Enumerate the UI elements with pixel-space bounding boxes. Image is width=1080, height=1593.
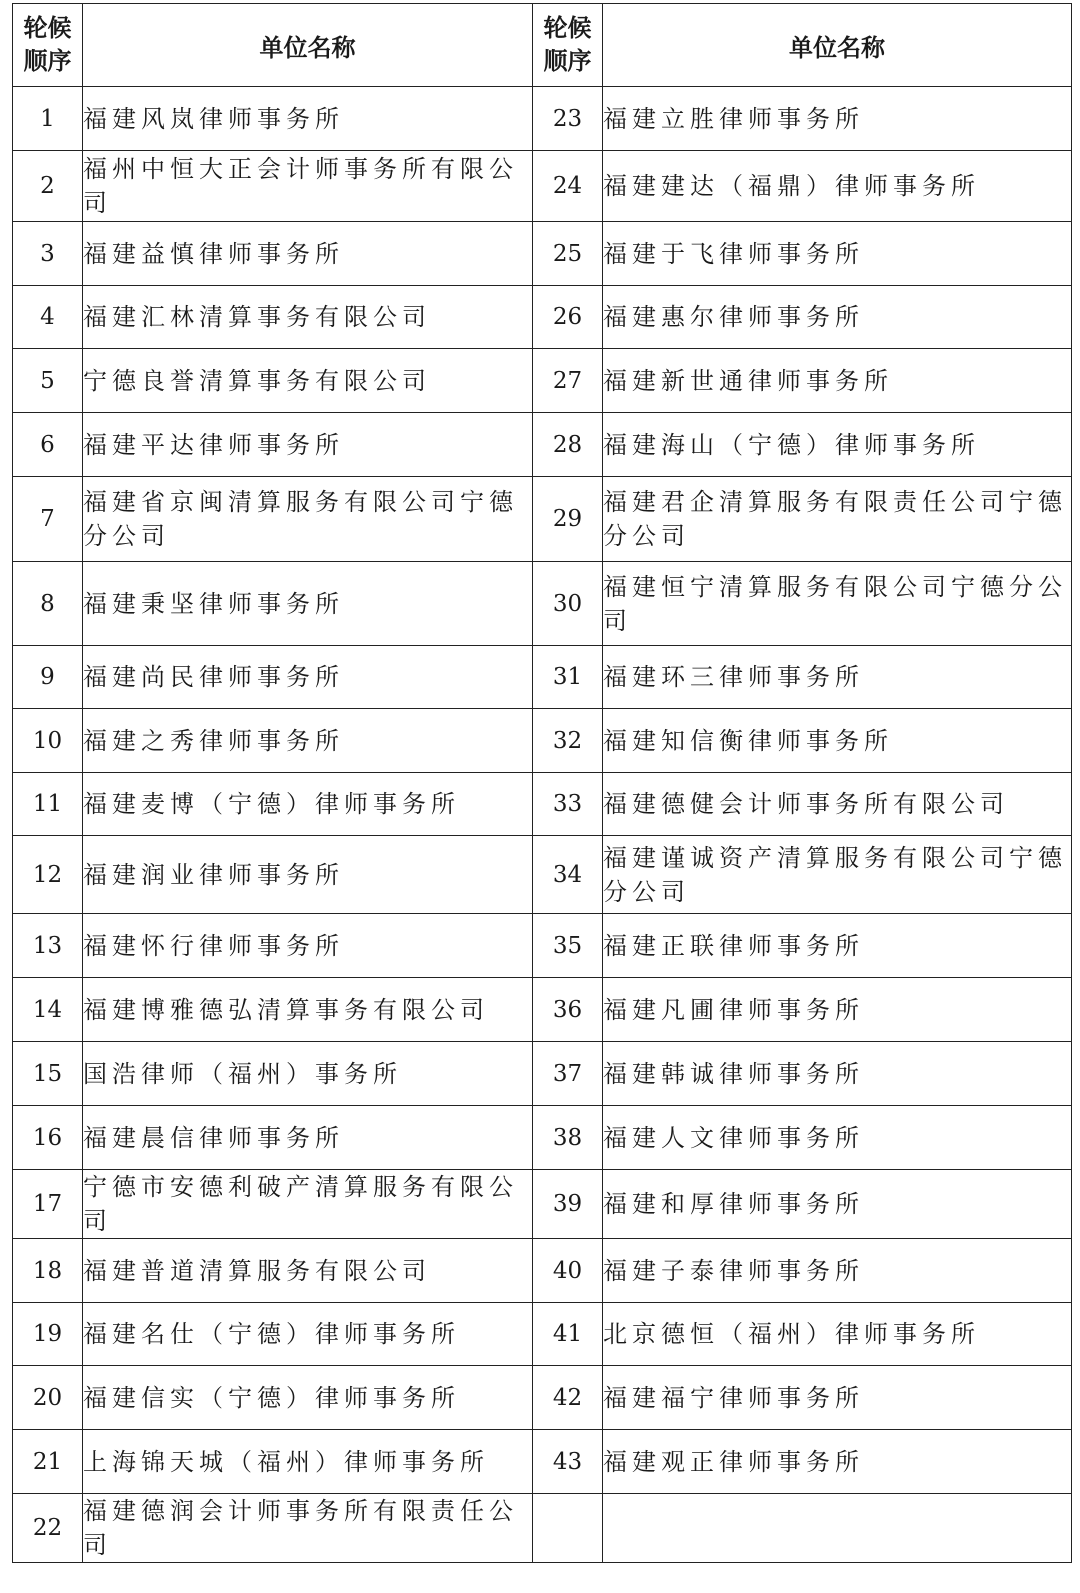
unit-name-right: 福建子泰律师事务所 [603,1239,1072,1303]
unit-name-left: 福建平达律师事务所 [83,413,533,477]
unit-name-left: 宁德良誉清算事务有限公司 [83,349,533,413]
seq-number-right: 31 [533,646,603,709]
seq-number-left: 19 [13,1303,83,1366]
unit-name-right: 福建立胜律师事务所 [603,87,1072,151]
name-header-left: 单位名称 [83,4,533,87]
seq-number-left: 3 [13,222,83,286]
unit-name-right: 福建谨诚资产清算服务有限公司宁德分公司 [603,836,1072,914]
seq-number-left: 14 [13,978,83,1042]
unit-name-left: 福建润业律师事务所 [83,836,533,914]
unit-name-left: 国浩律师（福州）事务所 [83,1042,533,1106]
unit-name-right: 福建建达（福鼎）律师事务所 [603,151,1072,222]
table-row [13,151,1072,222]
seq-number-right: 37 [533,1042,603,1106]
seq-number-right: 35 [533,914,603,978]
seq-number-left: 5 [13,349,83,413]
seq-header-left: 轮候 顺序 [13,4,83,87]
table-row [13,1430,1072,1494]
table-row [13,773,1072,836]
unit-name-left: 福建德润会计师事务所有限责任公司 [83,1494,533,1563]
seq-number-left: 9 [13,646,83,709]
seq-number-left: 11 [13,773,83,836]
seq-number-left: 20 [13,1366,83,1430]
unit-name-left: 福建省京闽清算服务有限公司宁德分公司 [83,477,533,562]
unit-name-left: 福建益慎律师事务所 [83,222,533,286]
seq-number-left: 15 [13,1042,83,1106]
table-body [13,87,1072,1563]
unit-name-left: 福建普道清算服务有限公司 [83,1239,533,1303]
table-row [13,1239,1072,1303]
unit-name-right: 福建于飞律师事务所 [603,222,1072,286]
table-row [13,709,1072,773]
seq-number-right: 29 [533,477,603,562]
unit-name-left: 福建麦博（宁德）律师事务所 [83,773,533,836]
table-row [13,914,1072,978]
table-row [13,1494,1072,1563]
seq-number-right: 25 [533,222,603,286]
table-row [13,1303,1072,1366]
seq-number-left: 12 [13,836,83,914]
unit-name-left: 上海锦天城（福州）律师事务所 [83,1430,533,1494]
seq-number-left: 8 [13,562,83,646]
seq-number-right: 24 [533,151,603,222]
table-row [13,562,1072,646]
seq-number-left: 21 [13,1430,83,1494]
seq-number-left: 22 [13,1494,83,1563]
table-header-row [13,4,1072,87]
table-row [13,222,1072,286]
table-row [13,477,1072,562]
seq-number-right: 33 [533,773,603,836]
unit-name-left: 福建之秀律师事务所 [83,709,533,773]
unit-name-left: 福建信实（宁德）律师事务所 [83,1366,533,1430]
seq-number-right: 38 [533,1106,603,1170]
unit-name-right: 福建惠尔律师事务所 [603,286,1072,349]
seq-number-left: 6 [13,413,83,477]
unit-name-right: 福建人文律师事务所 [603,1106,1072,1170]
seq-number-right [533,1494,603,1563]
unit-name-right: 福建德健会计师事务所有限公司 [603,773,1072,836]
unit-name-right [603,1494,1072,1563]
table-row [13,836,1072,914]
unit-name-left: 福建怀行律师事务所 [83,914,533,978]
rotation-order-table [12,3,1072,1563]
seq-number-right: 30 [533,562,603,646]
name-header-right: 单位名称 [603,4,1072,87]
table-row [13,646,1072,709]
unit-name-left: 福建风岚律师事务所 [83,87,533,151]
seq-number-right: 26 [533,286,603,349]
unit-name-left: 宁德市安德利破产清算服务有限公司 [83,1170,533,1239]
seq-number-right: 34 [533,836,603,914]
unit-name-right: 福建观正律师事务所 [603,1430,1072,1494]
unit-name-right: 福建海山（宁德）律师事务所 [603,413,1072,477]
unit-name-right: 福建韩诚律师事务所 [603,1042,1072,1106]
seq-number-right: 39 [533,1170,603,1239]
unit-name-right: 福建知信衡律师事务所 [603,709,1072,773]
seq-number-left: 7 [13,477,83,562]
unit-name-right: 福建环三律师事务所 [603,646,1072,709]
seq-number-right: 32 [533,709,603,773]
table-row [13,87,1072,151]
table-row [13,1366,1072,1430]
table-row [13,1042,1072,1106]
seq-number-right: 36 [533,978,603,1042]
seq-number-left: 2 [13,151,83,222]
table-row [13,286,1072,349]
unit-name-left: 福建汇林清算事务有限公司 [83,286,533,349]
seq-number-left: 16 [13,1106,83,1170]
table-row [13,978,1072,1042]
unit-name-left: 福建尚民律师事务所 [83,646,533,709]
unit-name-left: 福州中恒大正会计师事务所有限公司 [83,151,533,222]
unit-name-left: 福建博雅德弘清算事务有限公司 [83,978,533,1042]
unit-name-left: 福建秉坚律师事务所 [83,562,533,646]
unit-name-right: 福建新世通律师事务所 [603,349,1072,413]
unit-name-right: 福建凡圃律师事务所 [603,978,1072,1042]
seq-number-left: 17 [13,1170,83,1239]
seq-header-right: 轮候 顺序 [533,4,603,87]
seq-number-right: 27 [533,349,603,413]
seq-number-left: 13 [13,914,83,978]
unit-name-right: 福建君企清算服务有限责任公司宁德分公司 [603,477,1072,562]
unit-name-right: 福建福宁律师事务所 [603,1366,1072,1430]
seq-number-right: 42 [533,1366,603,1430]
seq-number-left: 4 [13,286,83,349]
table-row [13,349,1072,413]
seq-number-right: 23 [533,87,603,151]
seq-number-left: 1 [13,87,83,151]
table-row [13,413,1072,477]
seq-number-right: 40 [533,1239,603,1303]
unit-name-right: 福建恒宁清算服务有限公司宁德分公司 [603,562,1072,646]
unit-name-right: 福建正联律师事务所 [603,914,1072,978]
seq-number-right: 41 [533,1303,603,1366]
seq-number-left: 10 [13,709,83,773]
table-row [13,1170,1072,1239]
table-row [13,1106,1072,1170]
unit-name-right: 北京德恒（福州）律师事务所 [603,1303,1072,1366]
seq-number-right: 43 [533,1430,603,1494]
unit-name-left: 福建晨信律师事务所 [83,1106,533,1170]
seq-number-left: 18 [13,1239,83,1303]
unit-name-left: 福建名仕（宁德）律师事务所 [83,1303,533,1366]
unit-name-right: 福建和厚律师事务所 [603,1170,1072,1239]
seq-number-right: 28 [533,413,603,477]
